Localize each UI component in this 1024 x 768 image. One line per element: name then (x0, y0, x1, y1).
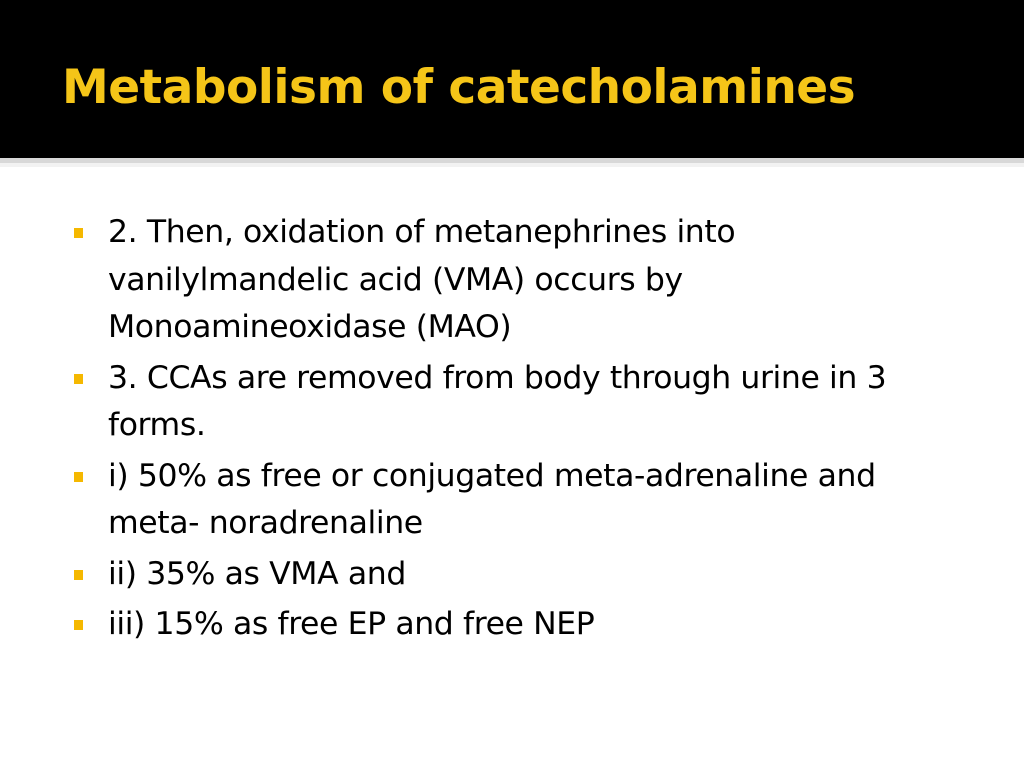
bullet-text: 3. CCAs are removed from body through urine in 3 forms. (108, 359, 887, 443)
square-bullet-icon (74, 374, 83, 384)
bullet-item (74, 209, 974, 352)
square-bullet-icon (74, 620, 83, 630)
bullet-text: 2. Then, oxidation of metanephrines into vanilylmandelic acid (VMA) occurs by Monoamineoxidase (MAO) (108, 214, 736, 345)
square-bullet-icon (74, 228, 83, 238)
bullet-item (74, 355, 974, 450)
slide-title: Metabolism of catecholamines (62, 60, 856, 115)
bullet-text: iii) 15% as free EP and free NEP (108, 606, 595, 642)
bullet-item (74, 453, 974, 548)
title-bar (0, 0, 1024, 158)
square-bullet-icon (74, 570, 83, 580)
bullet-text: ii) 35% as VMA and (108, 555, 406, 592)
bullet-text: i) 50% as free or conjugated meta-adrenaline and meta- noradrenaline (108, 457, 876, 541)
bullet-item (74, 601, 974, 649)
bullet-item (74, 551, 974, 599)
square-bullet-icon (74, 472, 83, 482)
title-divider-shadow (0, 163, 1024, 167)
bullet-list (74, 209, 974, 652)
